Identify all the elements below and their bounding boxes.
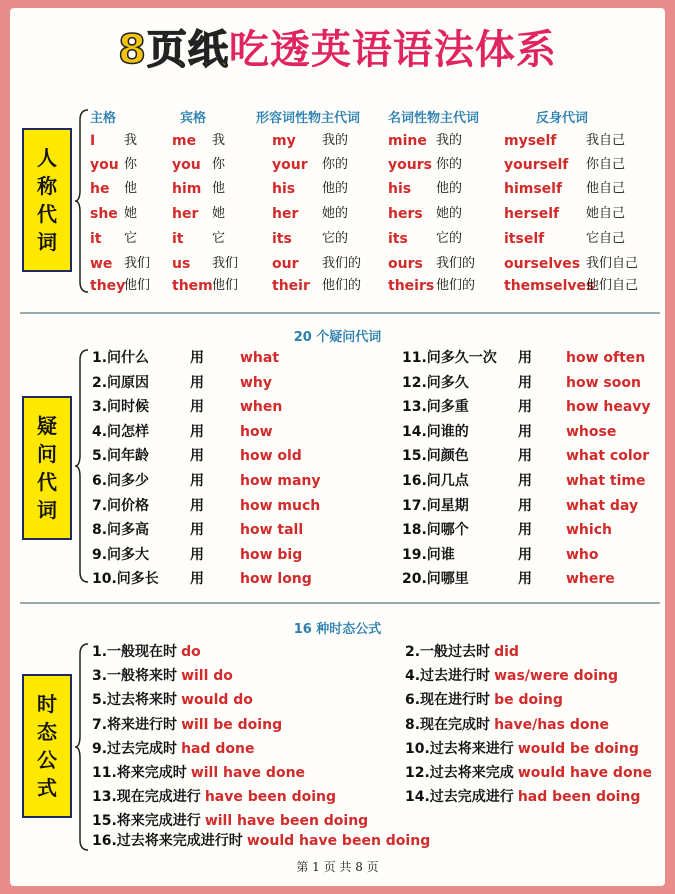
label-char: 时 — [37, 692, 57, 716]
question-label: 18.问哪个 — [402, 522, 469, 538]
label-char: 代 — [37, 202, 57, 226]
pronoun-english: yours — [388, 157, 432, 173]
question-word: what — [240, 350, 280, 366]
tense-row — [92, 642, 201, 662]
tense-row — [405, 739, 639, 759]
tense-formula: would be doing — [517, 741, 639, 757]
tense-row — [92, 690, 253, 710]
section-label-pronouns — [22, 128, 72, 272]
question-word: how often — [566, 350, 646, 366]
use-label: 用 — [190, 350, 204, 366]
question-label: 9.问多大 — [92, 547, 150, 563]
page-footer: 第 1 页 共 8 页 — [296, 860, 379, 874]
pronoun-chinese: 它的 — [436, 231, 463, 246]
pronoun-chinese: 我们自己 — [586, 256, 639, 271]
question-label: 19.问谁 — [402, 547, 455, 563]
tense-row — [92, 666, 233, 686]
tense-formula: will do — [181, 668, 233, 684]
pronoun-english: it — [172, 231, 184, 247]
section-label-tenses — [22, 674, 72, 818]
pronoun-english: itself — [504, 231, 545, 247]
question-label: 11.问多久一次 — [402, 350, 497, 366]
tense-row — [405, 763, 652, 783]
question-label: 16.问几点 — [402, 473, 469, 489]
question-word: what color — [566, 448, 650, 464]
tense-row — [92, 763, 305, 783]
tense-row — [92, 831, 430, 851]
use-label: 用 — [518, 473, 532, 489]
label-char: 代 — [37, 470, 57, 494]
question-label: 14.问谁的 — [402, 424, 469, 440]
tense-row — [92, 715, 282, 735]
tense-formula: had been doing — [517, 789, 641, 805]
label-char: 问 — [37, 442, 57, 466]
tense-row — [405, 642, 519, 662]
pronoun-english: me — [172, 133, 197, 149]
question-word: what day — [566, 498, 639, 514]
pronoun-chinese: 他的 — [322, 181, 349, 196]
tense-name: 3.一般将来时 — [92, 668, 178, 684]
tense-formula: will be doing — [181, 717, 283, 733]
question-label: 6.问多少 — [92, 473, 150, 489]
pronoun-chinese: 我们 — [212, 256, 239, 271]
label-char: 称 — [37, 174, 57, 198]
label-char: 词 — [37, 498, 57, 522]
use-label: 用 — [518, 547, 532, 563]
pronoun-english: my — [272, 133, 296, 149]
use-label: 用 — [518, 399, 532, 415]
tense-name: 13.现在完成进行 — [92, 789, 201, 805]
pronoun-chinese: 他们自己 — [586, 278, 639, 293]
tense-row — [92, 811, 368, 831]
brace-icon — [74, 348, 90, 584]
pronoun-english: theirs — [388, 278, 435, 294]
pronoun-english: she — [90, 206, 118, 222]
question-label: 15.问颜色 — [402, 448, 469, 464]
pronoun-english: mine — [388, 133, 427, 149]
pronoun-english: her — [172, 206, 199, 222]
title-text: 吃透英语语法体系 — [228, 27, 557, 73]
pronoun-chinese: 它自己 — [586, 231, 626, 246]
question-word: how heavy — [566, 399, 651, 415]
pronoun-english: its — [272, 231, 292, 247]
pronoun-chinese: 它 — [124, 231, 138, 246]
label-char: 人 — [37, 146, 57, 170]
pronoun-chinese: 我 — [124, 133, 138, 148]
use-label: 用 — [518, 522, 532, 538]
column-header: 形容词性物主代词 — [256, 111, 361, 126]
tense-name: 2.一般过去时 — [405, 644, 491, 660]
use-label: 用 — [518, 375, 532, 391]
question-label: 3.问时候 — [92, 399, 150, 415]
tense-row — [405, 690, 563, 710]
column-header: 宾格 — [180, 111, 207, 126]
section-divider — [20, 312, 660, 314]
tense-name: 12.过去将来完成 — [405, 765, 514, 781]
label-char: 态 — [37, 720, 57, 744]
question-word: how long — [240, 571, 312, 587]
question-word: when — [240, 399, 283, 415]
tense-name: 4.过去进行时 — [405, 668, 491, 684]
section-label-interrogatives — [22, 396, 72, 540]
pronoun-chinese: 他自己 — [586, 181, 626, 196]
use-label: 用 — [518, 424, 532, 440]
tense-name: 11.将来完成时 — [92, 765, 187, 781]
pronoun-chinese: 他的 — [436, 181, 463, 196]
question-word: how — [240, 424, 273, 440]
brace-icon — [74, 108, 90, 294]
pronoun-english: hers — [388, 206, 423, 222]
pronoun-chinese: 她的 — [322, 206, 349, 221]
pronoun-chinese: 她 — [212, 206, 226, 221]
pronoun-chinese: 她 — [124, 206, 138, 221]
pronoun-chinese: 我们 — [124, 256, 151, 271]
pronoun-english: they — [90, 278, 126, 294]
question-label: 10.问多长 — [92, 571, 159, 587]
tense-formula: had done — [181, 741, 255, 757]
question-word: how tall — [240, 522, 304, 538]
tense-name: 1.一般现在时 — [92, 644, 178, 660]
pronoun-chinese: 他们 — [124, 278, 151, 293]
pronoun-english: our — [272, 256, 299, 272]
pronoun-english: his — [388, 181, 412, 197]
question-label: 5.问年龄 — [92, 448, 150, 464]
pronoun-chinese: 他 — [212, 181, 226, 196]
tense-name: 16.过去将来完成进行时 — [92, 833, 243, 849]
column-header: 主格 — [90, 111, 117, 126]
label-char: 词 — [37, 230, 57, 254]
pronoun-english: it — [90, 231, 102, 247]
label-char: 疑 — [37, 414, 57, 438]
question-word: who — [566, 547, 599, 563]
use-label: 用 — [190, 399, 204, 415]
tense-row — [92, 739, 254, 759]
label-char: 式 — [37, 776, 57, 800]
title-number: 8页纸 — [118, 27, 229, 73]
use-label: 用 — [190, 375, 204, 391]
tense-formula: would have been doing — [246, 833, 431, 849]
tense-heading: 16 种时态公式 — [293, 622, 382, 637]
tense-formula: will have done — [190, 765, 306, 781]
question-word: how much — [240, 498, 321, 514]
column-header: 名词性物主代词 — [388, 111, 480, 126]
question-label: 8.问多高 — [92, 522, 150, 538]
pronoun-english: its — [388, 231, 408, 247]
tense-name: 9.过去完成时 — [92, 741, 178, 757]
tense-row — [405, 787, 640, 807]
label-char: 公 — [37, 748, 57, 772]
pronoun-english: him — [172, 181, 202, 197]
tense-row — [405, 715, 609, 735]
tense-formula: have/has done — [494, 717, 609, 733]
question-label: 1.问什么 — [92, 350, 150, 366]
question-label: 12.问多久 — [402, 375, 469, 391]
pronoun-english: themselves — [504, 278, 595, 294]
tense-name: 8.现在完成时 — [405, 717, 491, 733]
tense-formula: did — [494, 644, 519, 660]
pronoun-chinese: 她自己 — [586, 206, 626, 221]
pronoun-english: you — [172, 157, 201, 173]
use-label: 用 — [518, 350, 532, 366]
pronoun-chinese: 我的 — [436, 133, 463, 148]
tense-formula: will have been doing — [204, 813, 369, 829]
pronoun-chinese: 他们 — [212, 278, 239, 293]
pronoun-chinese: 我 — [212, 133, 226, 148]
pronoun-chinese: 我自己 — [586, 133, 626, 148]
question-word: why — [240, 375, 273, 391]
pronoun-english: ours — [388, 256, 423, 272]
pronoun-english: we — [90, 256, 113, 272]
pronoun-english: herself — [504, 206, 560, 222]
tense-formula: be doing — [494, 692, 563, 708]
question-word: how many — [240, 473, 321, 489]
question-label: 13.问多重 — [402, 399, 469, 415]
question-word: how old — [240, 448, 302, 464]
pronoun-chinese: 它 — [212, 231, 226, 246]
brace-icon — [74, 642, 90, 852]
pronoun-chinese: 我们的 — [436, 256, 476, 271]
tense-name: 14.过去完成进行 — [405, 789, 514, 805]
pronoun-chinese: 他们的 — [322, 278, 362, 293]
use-label: 用 — [190, 522, 204, 538]
use-label: 用 — [518, 571, 532, 587]
tense-formula: would do — [181, 692, 253, 708]
page-title — [0, 18, 675, 75]
use-label: 用 — [190, 498, 204, 514]
pronoun-chinese: 你的 — [436, 157, 463, 172]
pronoun-chinese: 她的 — [436, 206, 463, 221]
question-word: how big — [240, 547, 303, 563]
pronoun-english: his — [272, 181, 296, 197]
question-label: 2.问原因 — [92, 375, 150, 391]
question-word: whose — [566, 424, 617, 440]
pronoun-english: I — [90, 133, 96, 149]
use-label: 用 — [518, 498, 532, 514]
tense-formula: was/were doing — [494, 668, 619, 684]
pronoun-english: your — [272, 157, 308, 173]
use-label: 用 — [190, 448, 204, 464]
tense-name: 5.过去将来时 — [92, 692, 178, 708]
pronoun-chinese: 我们的 — [322, 256, 362, 271]
pronoun-chinese: 你的 — [322, 157, 349, 172]
pronoun-english: them — [172, 278, 213, 294]
pronoun-english: he — [90, 181, 110, 197]
tense-name: 7.将来进行时 — [92, 717, 178, 733]
question-label: 20.问哪里 — [402, 571, 469, 587]
pronoun-chinese: 你自己 — [586, 157, 626, 172]
question-word: what time — [566, 473, 646, 489]
pronoun-english: her — [272, 206, 299, 222]
use-label: 用 — [190, 547, 204, 563]
question-label: 7.问价格 — [92, 498, 150, 514]
question-word: where — [566, 571, 615, 587]
pronoun-english: himself — [504, 181, 563, 197]
pronoun-chinese: 他 — [124, 181, 138, 196]
tense-name: 15.将来完成进行 — [92, 813, 201, 829]
pronoun-chinese: 你 — [124, 157, 138, 172]
tense-formula: do — [181, 644, 201, 660]
question-label: 4.问怎样 — [92, 424, 150, 440]
pronoun-english: us — [172, 256, 191, 272]
column-header: 反身代词 — [536, 111, 589, 126]
pronoun-chinese: 它的 — [322, 231, 349, 246]
pronoun-english: ourselves — [504, 256, 581, 272]
tense-row — [405, 666, 618, 686]
pronoun-english: myself — [504, 133, 557, 149]
tense-formula: would have done — [517, 765, 653, 781]
pronoun-english: yourself — [504, 157, 569, 173]
tense-formula: have been doing — [204, 789, 337, 805]
question-word: how soon — [566, 375, 641, 391]
question-label: 17.问星期 — [402, 498, 469, 514]
pronoun-english: their — [272, 278, 310, 294]
tense-name: 6.现在进行时 — [405, 692, 491, 708]
pronoun-chinese: 你 — [212, 157, 226, 172]
section-divider — [20, 602, 660, 604]
pronoun-chinese: 他们的 — [436, 278, 476, 293]
question-word: which — [566, 522, 612, 538]
pronoun-english: you — [90, 157, 119, 173]
use-label: 用 — [190, 424, 204, 440]
use-label: 用 — [190, 571, 204, 587]
pronoun-chinese: 我的 — [322, 133, 349, 148]
use-label: 用 — [190, 473, 204, 489]
interrogative-heading: 20 个疑问代词 — [293, 330, 382, 345]
tense-name: 10.过去将来进行 — [405, 741, 514, 757]
use-label: 用 — [518, 448, 532, 464]
tense-row — [92, 787, 336, 807]
